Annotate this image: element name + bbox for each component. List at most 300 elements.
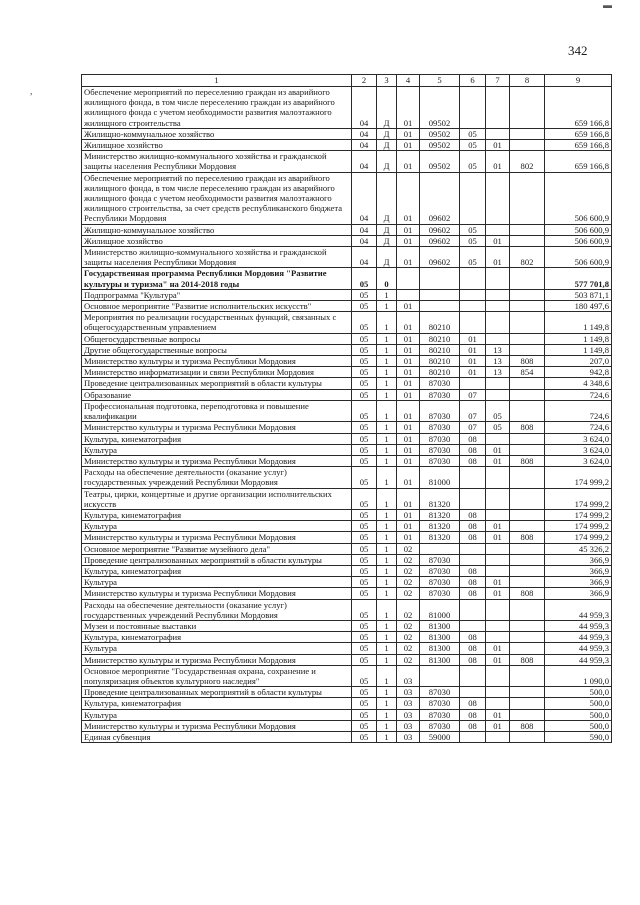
cell-direction: 09502 (420, 128, 460, 139)
cell-subdivision: 01 (486, 455, 510, 466)
cell-section: 05 (352, 643, 377, 654)
cell-amount: 4 348,6 (545, 378, 612, 389)
cell-amount: 366,9 (545, 554, 612, 565)
header-cell-col-2: 2 (352, 75, 377, 87)
cell-subprogram: Д (377, 172, 397, 224)
cell-direction: 87030 (420, 554, 460, 565)
cell-subdivision: 01 (486, 247, 510, 268)
cell-ministry: 808 (510, 422, 545, 433)
table-row (82, 301, 612, 312)
cell-activity: 01 (397, 422, 420, 433)
cell-activity: 01 (397, 378, 420, 389)
cell-subdivision (486, 620, 510, 631)
cell-ministry (510, 289, 545, 300)
cell-ministry (510, 543, 545, 554)
cell-direction: 80210 (420, 333, 460, 344)
cell-division: 08 (460, 654, 486, 665)
cell-division: 08 (460, 720, 486, 731)
cell-name: Проведение централизованных мероприятий в области культуры (82, 554, 352, 565)
cell-subprogram: 1 (377, 289, 397, 300)
cell-section: 05 (352, 422, 377, 433)
header-cell-col-1: 1 (82, 75, 352, 87)
cell-amount: 724,6 (545, 422, 612, 433)
cell-direction: 81320 (420, 488, 460, 509)
cell-division (460, 620, 486, 631)
cell-subprogram: 1 (377, 400, 397, 421)
cell-section: 05 (352, 565, 377, 576)
cell-amount: 174 999,2 (545, 509, 612, 520)
cell-division: 05 (460, 151, 486, 172)
cell-amount: 174 999,2 (545, 467, 612, 488)
cell-section: 05 (352, 577, 377, 588)
cell-division: 07 (460, 422, 486, 433)
cell-amount: 506 600,9 (545, 235, 612, 246)
cell-subdivision (486, 543, 510, 554)
cell-subdivision: 01 (486, 235, 510, 246)
cell-direction: 87030 (420, 378, 460, 389)
cell-division: 01 (460, 356, 486, 367)
header-cell-col-3: 3 (377, 75, 397, 87)
table-row (82, 422, 612, 433)
cell-subprogram: 1 (377, 543, 397, 554)
cell-activity: 01 (397, 87, 420, 129)
cell-name: Расходы на обеспечение деятельности (оказание услуг) государственных учреждений Республики Мордовия (82, 599, 352, 620)
cell-subdivision (486, 378, 510, 389)
cell-subprogram: 1 (377, 333, 397, 344)
cell-amount: 503 871,1 (545, 289, 612, 300)
cell-ministry (510, 599, 545, 620)
cell-section: 05 (352, 532, 377, 543)
cell-name: Культура (82, 444, 352, 455)
cell-ministry (510, 312, 545, 333)
cell-direction (420, 268, 460, 289)
cell-name: Проведение централизованных мероприятий в области культуры (82, 378, 352, 389)
cell-ministry (510, 140, 545, 151)
cell-subprogram: 1 (377, 698, 397, 709)
cell-name: Министерство жилищно-коммунального хозяйства и гражданской защиты населения Республики Мордовия (82, 151, 352, 172)
cell-ministry (510, 128, 545, 139)
cell-activity: 02 (397, 632, 420, 643)
cell-subprogram: 1 (377, 367, 397, 378)
cell-subdivision (486, 687, 510, 698)
cell-name: Министерство культуры и туризма Республики Мордовия (82, 422, 352, 433)
cell-amount: 659 166,8 (545, 128, 612, 139)
cell-name: Культура, кинематография (82, 632, 352, 643)
cell-subdivision (486, 128, 510, 139)
cell-section: 05 (352, 301, 377, 312)
cell-subprogram: 1 (377, 422, 397, 433)
cell-ministry (510, 709, 545, 720)
cell-subdivision (486, 87, 510, 129)
cell-activity: 01 (397, 344, 420, 355)
cell-direction: 81300 (420, 620, 460, 631)
cell-subdivision (486, 698, 510, 709)
cell-subdivision (486, 565, 510, 576)
cell-ministry (510, 400, 545, 421)
cell-section: 05 (352, 687, 377, 698)
cell-ministry: 808 (510, 588, 545, 599)
cell-division (460, 378, 486, 389)
cell-section: 05 (352, 665, 377, 686)
cell-name: Культура (82, 577, 352, 588)
cell-subprogram: 1 (377, 643, 397, 654)
cell-amount: 659 166,8 (545, 151, 612, 172)
table-row (82, 467, 612, 488)
cell-direction: 87030 (420, 422, 460, 433)
cell-name: Обеспечение мероприятий по переселению граждан из аварийного жилищного фонда, в том числе переселению граждан из аварийного жилищного фонда с учетом необходимости развития малоэтажного жилищного строительства, за счет средств республиканского бюджета Республики Мордовия (82, 172, 352, 224)
cell-subprogram: 1 (377, 444, 397, 455)
cell-direction: 09602 (420, 235, 460, 246)
cell-subprogram: 1 (377, 720, 397, 731)
cell-subdivision: 01 (486, 643, 510, 654)
cell-name: Жилищно-коммунальное хозяйство (82, 128, 352, 139)
cell-subdivision: 13 (486, 367, 510, 378)
table-row (82, 620, 612, 631)
cell-division (460, 731, 486, 742)
cell-activity: 01 (397, 532, 420, 543)
cell-subprogram: Д (377, 87, 397, 129)
cell-activity: 03 (397, 731, 420, 742)
cell-name: Культура (82, 643, 352, 654)
cell-section: 05 (352, 543, 377, 554)
cell-ministry: 802 (510, 247, 545, 268)
cell-amount: 44 959,3 (545, 620, 612, 631)
table-row (82, 543, 612, 554)
cell-amount: 590,0 (545, 731, 612, 742)
cell-direction (420, 289, 460, 300)
cell-subprogram: 1 (377, 455, 397, 466)
cell-name: Министерство культуры и туризма Республики Мордовия (82, 720, 352, 731)
cell-direction: 81300 (420, 643, 460, 654)
cell-name: Основное мероприятие "Развитие исполнительских искусств" (82, 301, 352, 312)
cell-name: Министерство информатизации и связи Республики Мордовия (82, 367, 352, 378)
cell-section: 05 (352, 654, 377, 665)
table-row (82, 488, 612, 509)
cell-activity: 03 (397, 698, 420, 709)
cell-subdivision: 05 (486, 422, 510, 433)
cell-activity: 02 (397, 588, 420, 599)
cell-section: 04 (352, 172, 377, 224)
cell-amount: 3 624,0 (545, 433, 612, 444)
cell-direction: 81300 (420, 654, 460, 665)
table-body (82, 87, 612, 743)
cell-subdivision (486, 172, 510, 224)
cell-subprogram: 1 (377, 565, 397, 576)
cell-amount: 180 497,6 (545, 301, 612, 312)
cell-division (460, 289, 486, 300)
table-row (82, 455, 612, 466)
cell-division: 08 (460, 532, 486, 543)
cell-subprogram: Д (377, 247, 397, 268)
cell-division: 08 (460, 632, 486, 643)
cell-section: 05 (352, 289, 377, 300)
cell-name: Другие общегосударственные вопросы (82, 344, 352, 355)
cell-name: Культура, кинематография (82, 698, 352, 709)
cell-section: 04 (352, 247, 377, 268)
cell-direction (420, 665, 460, 686)
cell-section: 05 (352, 268, 377, 289)
cell-subprogram: 1 (377, 554, 397, 565)
cell-subprogram: 1 (377, 356, 397, 367)
cell-direction: 81320 (420, 521, 460, 532)
cell-subprogram: Д (377, 151, 397, 172)
cell-section: 04 (352, 87, 377, 129)
cell-amount: 1 090,0 (545, 665, 612, 686)
cell-activity: 03 (397, 720, 420, 731)
cell-section: 05 (352, 378, 377, 389)
cell-ministry (510, 235, 545, 246)
scan-artifact-mark: , (30, 86, 33, 97)
cell-division: 05 (460, 247, 486, 268)
cell-direction: 59000 (420, 731, 460, 742)
cell-activity: 02 (397, 543, 420, 554)
cell-division (460, 312, 486, 333)
cell-amount: 659 166,8 (545, 87, 612, 129)
cell-direction: 80210 (420, 356, 460, 367)
cell-direction: 81320 (420, 532, 460, 543)
table-row (82, 289, 612, 300)
cell-name: Расходы на обеспечение деятельности (оказание услуг) государственных учреждений Республики Мордовия (82, 467, 352, 488)
cell-division: 08 (460, 577, 486, 588)
cell-direction: 80210 (420, 312, 460, 333)
cell-section: 05 (352, 312, 377, 333)
cell-subprogram: 1 (377, 709, 397, 720)
cell-division (460, 554, 486, 565)
cell-ministry (510, 301, 545, 312)
cell-activity: 01 (397, 488, 420, 509)
cell-amount: 577 701,8 (545, 268, 612, 289)
table-row (82, 224, 612, 235)
cell-direction: 87030 (420, 720, 460, 731)
cell-name: Музеи и постоянные выставки (82, 620, 352, 631)
cell-name: Государственная программа Республики Мордовия "Развитие культуры и туризма" на 2014-2018 годы (82, 268, 352, 289)
cell-name: Общегосударственные вопросы (82, 333, 352, 344)
cell-division: 05 (460, 140, 486, 151)
table-row (82, 268, 612, 289)
cell-amount: 174 999,2 (545, 521, 612, 532)
cell-division (460, 687, 486, 698)
table-row (82, 599, 612, 620)
cell-amount: 366,9 (545, 577, 612, 588)
cell-direction: 80210 (420, 367, 460, 378)
cell-activity: 02 (397, 654, 420, 665)
cell-activity: 01 (397, 521, 420, 532)
cell-activity: 03 (397, 709, 420, 720)
cell-subprogram: 1 (377, 467, 397, 488)
table-row (82, 172, 612, 224)
cell-name: Культура, кинематография (82, 565, 352, 576)
cell-name: Мероприятия по реализации государственных функций, связанных с общегосударственным управлением (82, 312, 352, 333)
cell-ministry (510, 643, 545, 654)
cell-name: Министерство культуры и туризма Республики Мордовия (82, 455, 352, 466)
table-row (82, 643, 612, 654)
cell-subdivision (486, 467, 510, 488)
corner-scan-mark: ▬ (603, 0, 612, 10)
cell-division: 07 (460, 400, 486, 421)
cell-subdivision (486, 268, 510, 289)
table-row (82, 654, 612, 665)
cell-section: 05 (352, 344, 377, 355)
cell-amount: 174 999,2 (545, 532, 612, 543)
cell-activity (397, 289, 420, 300)
cell-direction: 87030 (420, 687, 460, 698)
cell-name: Жилищно-коммунальное хозяйство (82, 224, 352, 235)
cell-subprogram: Д (377, 235, 397, 246)
cell-amount: 3 624,0 (545, 455, 612, 466)
cell-direction: 87030 (420, 698, 460, 709)
cell-subprogram: 1 (377, 389, 397, 400)
cell-ministry (510, 344, 545, 355)
cell-name: Культура (82, 709, 352, 720)
cell-division: 08 (460, 643, 486, 654)
cell-subdivision (486, 632, 510, 643)
cell-name: Театры, цирки, концертные и другие организации исполнительских искусств (82, 488, 352, 509)
cell-subprogram: 1 (377, 665, 397, 686)
cell-name: Обеспечение мероприятий по переселению граждан из аварийного жилищного фонда, в том числе переселению граждан из аварийного жилищного фонда с учетом необходимости развития малоэтажного жилищного строительства (82, 87, 352, 129)
table-row (82, 632, 612, 643)
cell-amount: 44 959,3 (545, 632, 612, 643)
table-row (82, 389, 612, 400)
cell-ministry (510, 224, 545, 235)
cell-name: Культура (82, 521, 352, 532)
cell-division (460, 599, 486, 620)
cell-direction: 09502 (420, 87, 460, 129)
cell-section: 05 (352, 444, 377, 455)
table-row (82, 333, 612, 344)
cell-subdivision: 01 (486, 521, 510, 532)
table-row (82, 577, 612, 588)
cell-section: 05 (352, 433, 377, 444)
cell-division: 01 (460, 333, 486, 344)
cell-subdivision (486, 433, 510, 444)
cell-ministry (510, 620, 545, 631)
cell-amount: 500,0 (545, 698, 612, 709)
cell-activity: 01 (397, 301, 420, 312)
cell-activity: 01 (397, 444, 420, 455)
cell-subdivision (486, 312, 510, 333)
cell-division (460, 268, 486, 289)
cell-subdivision: 01 (486, 588, 510, 599)
cell-name: Министерство культуры и туризма Республики Мордовия (82, 588, 352, 599)
table-row (82, 554, 612, 565)
cell-amount: 506 600,9 (545, 224, 612, 235)
cell-ministry (510, 521, 545, 532)
cell-subprogram: 1 (377, 599, 397, 620)
table-row (82, 87, 612, 129)
cell-amount: 500,0 (545, 687, 612, 698)
table-row (82, 532, 612, 543)
header-cell-col-5: 5 (420, 75, 460, 87)
cell-direction: 87030 (420, 400, 460, 421)
cell-amount: 207,0 (545, 356, 612, 367)
cell-ministry (510, 488, 545, 509)
cell-name: Подпрограмма "Культура" (82, 289, 352, 300)
cell-subprogram: 1 (377, 378, 397, 389)
cell-subprogram: 1 (377, 731, 397, 742)
cell-division (460, 488, 486, 509)
cell-direction: 87030 (420, 455, 460, 466)
cell-direction: 81000 (420, 599, 460, 620)
cell-ministry (510, 444, 545, 455)
cell-name: Министерство культуры и туризма Республики Мордовия (82, 356, 352, 367)
cell-section: 05 (352, 389, 377, 400)
cell-name: Министерство культуры и туризма Республики Мордовия (82, 532, 352, 543)
cell-ministry (510, 632, 545, 643)
table-row (82, 367, 612, 378)
cell-amount: 44 959,3 (545, 599, 612, 620)
cell-division (460, 467, 486, 488)
cell-name: Образование (82, 389, 352, 400)
cell-activity: 02 (397, 554, 420, 565)
cell-ministry (510, 433, 545, 444)
cell-activity: 01 (397, 140, 420, 151)
cell-subdivision: 01 (486, 444, 510, 455)
cell-subprogram: 1 (377, 509, 397, 520)
cell-direction: 87030 (420, 444, 460, 455)
cell-subdivision: 01 (486, 654, 510, 665)
header-cell-col-4: 4 (397, 75, 420, 87)
cell-activity: 01 (397, 455, 420, 466)
cell-subdivision: 01 (486, 709, 510, 720)
cell-subprogram: 1 (377, 632, 397, 643)
budget-table (81, 74, 612, 743)
table-row (82, 588, 612, 599)
cell-ministry (510, 577, 545, 588)
cell-division: 08 (460, 565, 486, 576)
cell-activity: 01 (397, 509, 420, 520)
cell-name: Культура, кинематография (82, 433, 352, 444)
cell-subdivision (486, 389, 510, 400)
cell-division: 08 (460, 588, 486, 599)
cell-direction: 87030 (420, 389, 460, 400)
cell-section: 05 (352, 467, 377, 488)
cell-ministry (510, 687, 545, 698)
cell-subprogram: Д (377, 128, 397, 139)
cell-amount: 500,0 (545, 720, 612, 731)
cell-section: 05 (352, 632, 377, 643)
cell-subdivision: 01 (486, 720, 510, 731)
cell-amount: 506 600,9 (545, 172, 612, 224)
cell-ministry: 808 (510, 720, 545, 731)
cell-subdivision (486, 509, 510, 520)
cell-activity: 01 (397, 389, 420, 400)
cell-division: 08 (460, 433, 486, 444)
cell-name: Жилищное хозяйство (82, 140, 352, 151)
cell-section: 04 (352, 235, 377, 246)
table-row (82, 356, 612, 367)
table-row (82, 378, 612, 389)
cell-name: Министерство жилищно-коммунального хозяйства и гражданской защиты населения Республики Мордовия (82, 247, 352, 268)
cell-subdivision (486, 224, 510, 235)
cell-direction: 87030 (420, 577, 460, 588)
cell-ministry (510, 565, 545, 576)
cell-direction: 81320 (420, 509, 460, 520)
cell-ministry: 808 (510, 356, 545, 367)
cell-division: 08 (460, 709, 486, 720)
cell-subdivision: 01 (486, 151, 510, 172)
cell-direction: 87030 (420, 433, 460, 444)
cell-activity: 02 (397, 599, 420, 620)
cell-subprogram: 1 (377, 588, 397, 599)
cell-direction: 87030 (420, 709, 460, 720)
cell-subprogram: 0 (377, 268, 397, 289)
cell-division: 01 (460, 367, 486, 378)
cell-direction: 81000 (420, 467, 460, 488)
cell-amount: 500,0 (545, 709, 612, 720)
table-row (82, 140, 612, 151)
cell-activity: 01 (397, 312, 420, 333)
cell-division: 08 (460, 509, 486, 520)
